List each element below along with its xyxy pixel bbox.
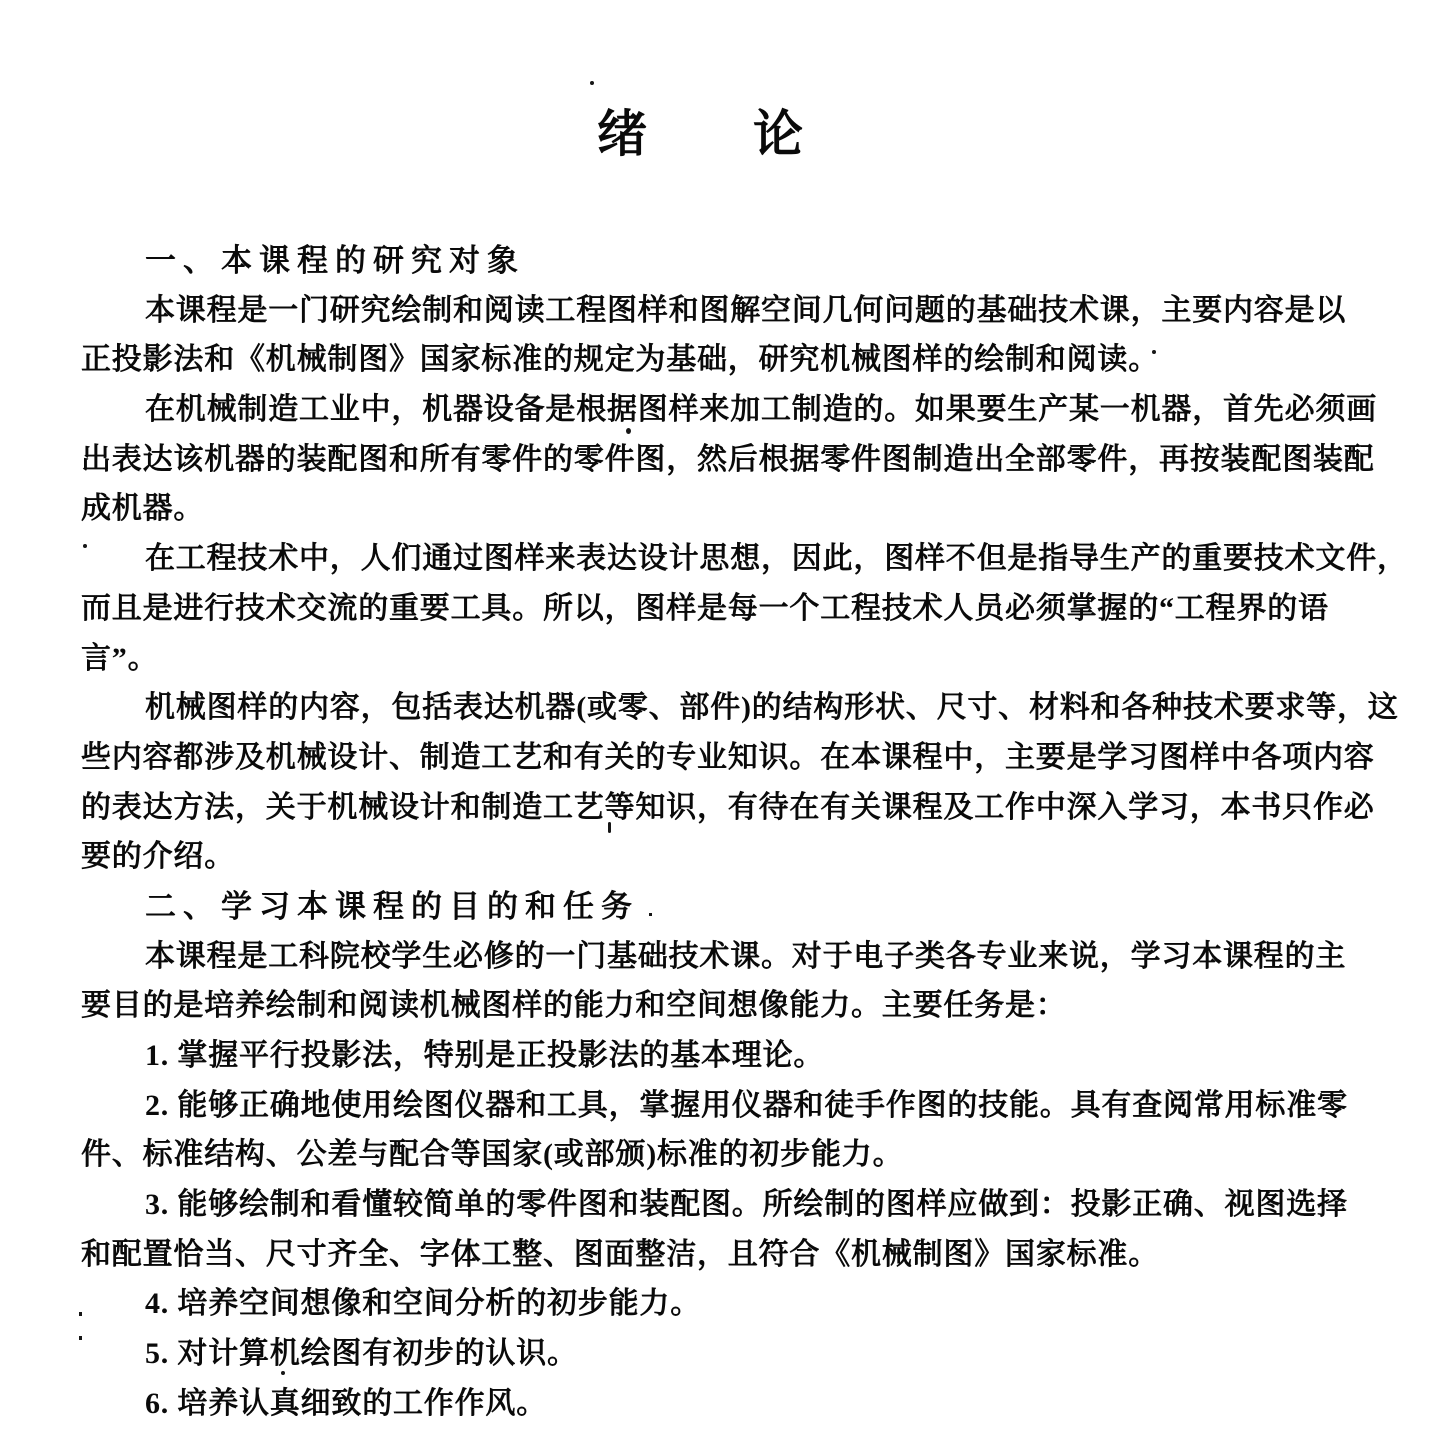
ink-speck: [590, 81, 594, 85]
paragraph-line: 要目的是培养绘制和阅读机械图样的能力和空间想像能力。主要任务是：: [81, 989, 1067, 1023]
paragraph-line: 些内容都涉及机械设计、制造工艺和有关的专业知识。在本课程中，主要是学习图样中各项内容: [81, 740, 1375, 774]
paragraph-line: 成机器。: [81, 492, 205, 526]
list-item-cont: 件、标准结构、公差与配合等国家(或部颁)标准的初步能力。: [81, 1138, 904, 1172]
paragraph-line: 本课程是一门研究绘制和阅读工程图样和图解空间几何问题的基础技术课，主要内容是以: [145, 293, 1347, 327]
paragraph-line: 正投影法和《机械制图》国家标准的规定为基础，研究机械图样的绘制和阅读。: [81, 343, 1159, 377]
list-item: 1. 掌握平行投影法，特别是正投影法的基本理论。: [145, 1039, 825, 1072]
paragraph-line: 言”。: [81, 641, 159, 675]
list-item: 4. 培养空间想像和空间分析的初步能力。: [145, 1287, 701, 1321]
paragraph-line: 出表达该机器的装配图和所有零件的零件图，然后根据零件图制造出全部零件，再按装配图装配: [81, 442, 1375, 476]
text-content: [81, 236, 1408, 1429]
paragraph-line: 在工程技术中，人们通过图样来表达设计思想，因此，图样不但是指导生产的重要技术文件，: [145, 542, 1408, 576]
paragraph-line: 而且是进行技术交流的重要工具。所以，图样是每一个工程技术人员必须掌握的“工程界的语: [81, 591, 1329, 625]
paragraph-line: 要的介绍。: [81, 840, 235, 874]
section-heading-2: 二、学习本课程的目的和任务: [145, 888, 639, 924]
paragraph-line: 本课程是工科院校学生必修的一门基础技术课。对于电子类各专业来说，学习本课程的主: [145, 939, 1347, 973]
list-item: 5. 对计算机绘图有初步的认识。: [145, 1337, 578, 1371]
page-title: 绪 论: [597, 106, 805, 162]
section-heading-1: 一、本课程的研究对象: [145, 243, 525, 278]
paragraph-line: 机械图样的内容，包括表达机器(或零、部件)的结构形状、尺寸、材料和各种技术要求等，这: [145, 691, 1399, 725]
list-item: 3. 能够绘制和看懂较简单的零件图和装配图。所绘制的图样应做到：投影正确、视图选择: [145, 1188, 1348, 1222]
list-item-cont: 和配置恰当、尺寸齐全、字体工整、图面整洁，且符合《机械制图》国家标准。: [81, 1237, 1159, 1271]
paragraph-line: 的表达方法，关于机械设计和制造工艺等知识，有待在有关课程及工作中深入学习，本书只作必: [81, 790, 1375, 824]
paragraph-line: 在机械制造工业中，机器设备是根据图样来加工制造的。如果要生产某一机器，首先必须画: [145, 393, 1377, 427]
list-item: 6. 培养认真细致的工作作风。: [145, 1386, 547, 1420]
list-item: 2. 能够正确地使用绘图仪器和工具，掌握用仪器和徒手作图的技能。具有查阅常用标准零: [145, 1088, 1348, 1122]
